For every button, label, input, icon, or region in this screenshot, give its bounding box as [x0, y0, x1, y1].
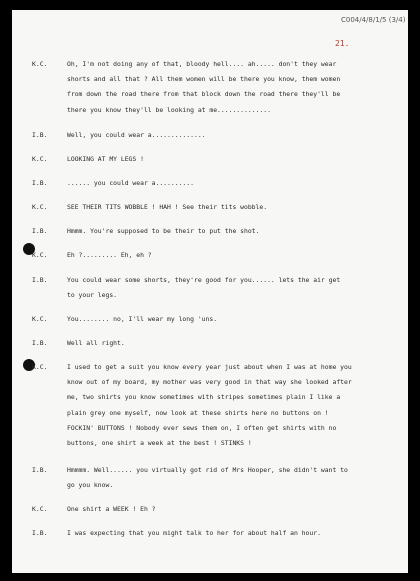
speaker-label: K.C. [32, 363, 48, 371]
speaker-label: I.B. [32, 276, 48, 284]
utterance-text [67, 200, 377, 215]
text-line: ...... you could wear a.......... [67, 179, 194, 187]
text-line: You........ no, I'll wear my long 'uns. [67, 315, 218, 323]
text-line: Hmmmm. Well...... you virtually got rid of Mrs Hooper, she didn't want to [67, 466, 348, 474]
utterance-text [67, 224, 377, 239]
utterance-text [67, 248, 377, 263]
utterance-text [67, 273, 377, 303]
text-line: me, two shirts you know sometimes with stripes sometimes plain I like a [67, 393, 341, 402]
text-line: LOOKING AT MY LEGS ! [67, 155, 144, 163]
text-line: You could wear some shorts, they're good for you...... lets the air get [67, 276, 341, 284]
text-line: Oh, I'm not doing any of that, bloody hell.... ah..... don't they wear [67, 60, 337, 68]
speaker-label: I.B. [32, 529, 48, 537]
text-line: FOCKIN' BUTTONS ! Nobody ever sews them on, I often get shirts with no [67, 423, 337, 432]
utterance-text [67, 502, 377, 517]
utterance-text [67, 57, 377, 118]
text-line: to your legs. [67, 291, 118, 300]
text-line: shorts and all that ? All them women will be there you know, them women [67, 75, 341, 84]
speaker-label: I.B. [32, 227, 48, 235]
utterance-text [67, 360, 377, 451]
utterance-text [67, 463, 377, 493]
speaker-label: K.C. [32, 60, 48, 68]
utterance-text [67, 128, 377, 143]
document-page [12, 10, 408, 573]
speaker-label: K.C. [32, 505, 48, 513]
utterance-text [67, 152, 377, 167]
speaker-label: K.C. [32, 203, 48, 211]
text-line: I used to get a suit you know every year just about when I was at home you [67, 363, 352, 371]
speaker-label: K.C. [32, 251, 48, 259]
page-number: 21. [335, 39, 350, 48]
text-line: Well all right. [67, 339, 125, 347]
utterance-text [67, 176, 377, 191]
text-line: plain grey one myself, now look at these shirts here no buttons on ! [67, 408, 329, 417]
text-line: buttons, one shirt a week at the best ! STINKS ! [67, 439, 252, 448]
text-line: there you know they'll be looking at me.............. [67, 105, 271, 114]
speaker-label: I.B. [32, 131, 48, 139]
speaker-label: K.C. [32, 315, 48, 323]
speaker-label: I.B. [32, 466, 48, 474]
text-line: I was expecting that you might talk to her for about half an hour. [67, 529, 321, 537]
speaker-label: I.B. [32, 179, 48, 187]
utterance-text [67, 526, 377, 541]
utterance-text [67, 312, 377, 327]
text-line: go you know. [67, 481, 114, 490]
speaker-label: K.C. [32, 155, 48, 163]
text-line: know out of my board, my mother was very good in that way she looked after [67, 378, 352, 387]
text-line: Well, you could wear a.............. [67, 131, 206, 139]
text-line: Hmmm. You're supposed to be their to put the shot. [67, 227, 260, 235]
text-line: One shirt a WEEK ! Eh ? [67, 505, 156, 513]
archive-reference: C004/4/8/1/5 (3/4) [341, 16, 406, 24]
speaker-label: I.B. [32, 339, 48, 347]
text-line: SEE THEIR TITS WOBBLE ! HAH ! See their tits wobble. [67, 203, 268, 211]
text-line: from down the road there from that block down the road there they'll be [67, 90, 341, 99]
text-line: Eh ?......... Eh, eh ? [67, 251, 152, 259]
utterance-text [67, 336, 377, 351]
